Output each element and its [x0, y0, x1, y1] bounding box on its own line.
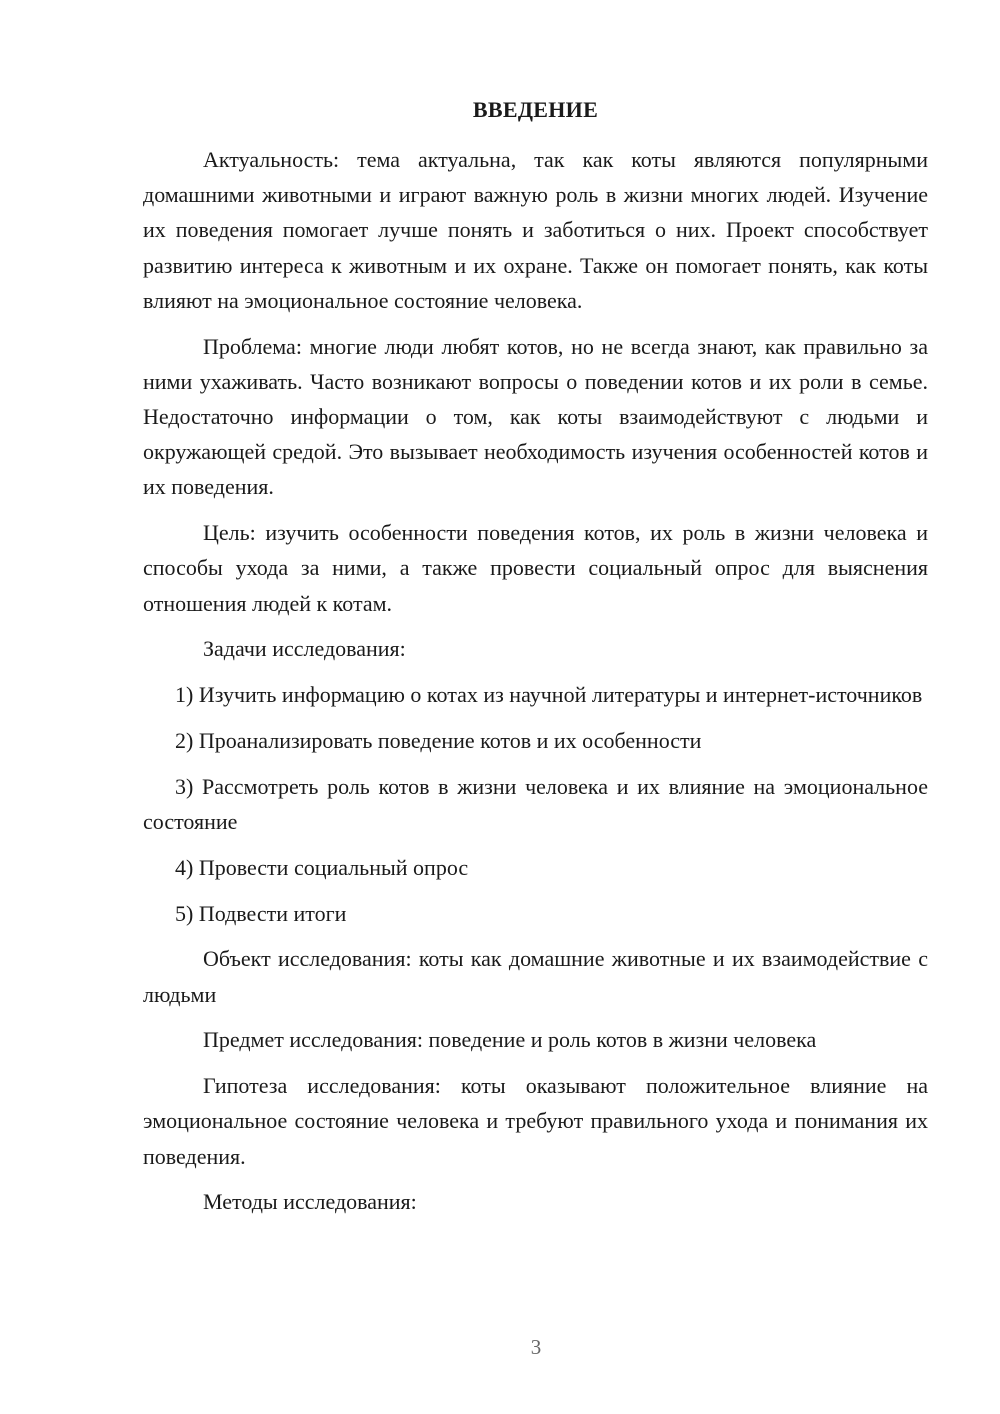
paragraph-object: Объект исследования: коты как домашние животные и их взаимодействие с людьми	[143, 946, 928, 1007]
page-number: 3	[530, 1335, 542, 1359]
paragraph-subject: Предмет исследования: поведение и роль котов в жизни человека	[203, 1027, 817, 1053]
list-item-task-3: 3) Рассмотреть роль котов в жизни человека и их влияние на эмоциональное состояние	[143, 773, 928, 835]
list-item-task-5: 5) Подвести итоги	[175, 900, 347, 926]
paragraph-hypothesis: Гипотеза исследования: коты оказывают положительное влияние на эмоциональное состояние человека и требуют правильного ухода и понимания их поведения.	[143, 1073, 928, 1169]
document-page	[143, 92, 928, 1230]
list-item-task-4: 4) Провести социальный опрос	[175, 854, 469, 880]
page-title: ВВЕДЕНИЕ	[472, 97, 599, 122]
paragraph-tasks-heading: Задачи исследования:	[203, 636, 406, 662]
paragraph-problem: Проблема: многие люди любят котов, но не всегда знают, как правильно за ними ухаживать. Часто возникают вопросы о поведении котов и их роли в семье. Недостаточно информации о том, как коты взаимодействуют с людьми и окружающей средой. Это вызывает необходимость изучения особенностей котов и их поведения.	[143, 333, 928, 500]
paragraph-goal: Цель: изучить особенности поведения котов, их роль в жизни человека и способы ухода за ними, а также провести социальный опрос для выяснения отношения людей к котам.	[143, 520, 928, 616]
paragraph-relevance: Актуальность: тема актуальна, так как коты являются популярными домашними животными и играют важную роль в жизни многих людей. Изучение их поведения помогает лучше понять и заботиться о них. Проект способствует развитию интереса к животным и их охране. Также он помогает понять, как коты влияют на эмоциональное состояние человека.	[143, 147, 928, 313]
paragraph-methods-heading: Методы исследования:	[203, 1189, 417, 1215]
list-item-task-2: 2) Проанализировать поведение котов и их особенности	[175, 728, 702, 754]
list-item-task-1: 1) Изучить информацию о котах из научной литературы и интернет-источников	[175, 682, 923, 708]
